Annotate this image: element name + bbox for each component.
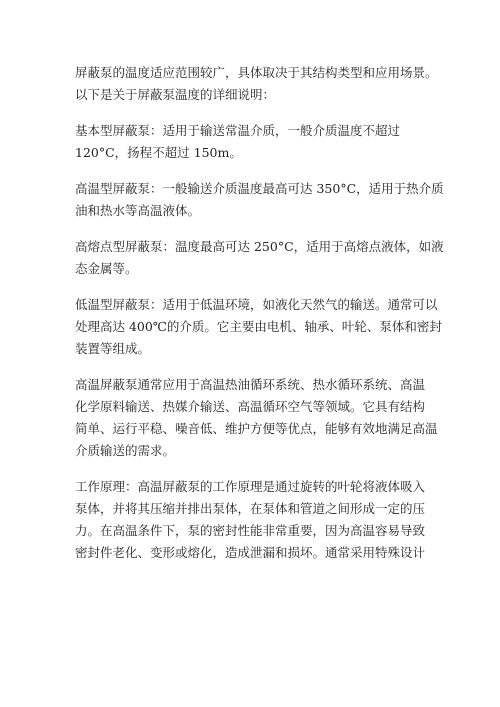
document-body <box>75 62 444 578</box>
high-temp-type-paragraph <box>75 178 444 222</box>
text-line: 密封件老化、变形或熔化，造成泄漏和损坏。通常采用特殊设计 <box>75 545 426 560</box>
text-line: 油和热水等高温液体。 <box>75 203 201 218</box>
text-line: 处理高达 400℃的介质。它主要由电机、轴承、叶轮、泵体和密封 <box>75 319 442 334</box>
text-line: 泵体，并将其压缩并排出泵体，在泵体和管道之间形成一定的压 <box>75 501 426 516</box>
text-line: 工作原理：高温屏蔽泵的工作原理是通过旋转的叶轮将液体吸入 <box>75 479 426 494</box>
text-line: 高熔点型屏蔽泵：温度最高可达 250°C，适用于高熔点液体，如液 <box>75 239 444 254</box>
text-line: 高温屏蔽泵通常应用于高温热油循环系统、热水循环系统、高温 <box>75 377 426 392</box>
text-line: 以下是关于屏蔽泵温度的详细说明： <box>75 87 276 102</box>
text-line: 基本型屏蔽泵：适用于输送常温介质，一般介质温度不超过 <box>75 123 401 138</box>
text-line: 力。在高温条件下，泵的密封性能非常重要，因为高温容易导致 <box>75 523 426 538</box>
text-line: 化学原料输送、热媒介输送、高温循环空气等领域。它具有结构 <box>75 399 426 414</box>
high-melting-type-paragraph <box>75 236 444 280</box>
text-line: 屏蔽泵的温度适应范围较广，具体取决于其结构类型和应用场景。 <box>75 65 438 80</box>
working-principle-paragraph <box>75 476 435 564</box>
text-line: 高温型屏蔽泵：一般输送介质温度最高可达 350°C，适用于热介质 <box>75 181 444 196</box>
text-line: 120°C，扬程不超过 150m。 <box>75 145 242 160</box>
text-line: 态金属等。 <box>75 261 138 276</box>
text-line: 低温型屏蔽泵：适用于低温环境，如液化天然气的输送。通常可以 <box>75 297 438 312</box>
intro-paragraph <box>75 62 438 106</box>
text-line: 介质输送的需求。 <box>75 443 176 458</box>
applications-paragraph <box>75 374 438 462</box>
low-temp-type-paragraph <box>75 294 442 360</box>
text-line: 简单、运行平稳、噪音低、维护方便等优点，能够有效地满足高温 <box>75 421 438 436</box>
text-line: 装置等组成。 <box>75 341 151 356</box>
basic-type-paragraph <box>75 120 435 164</box>
